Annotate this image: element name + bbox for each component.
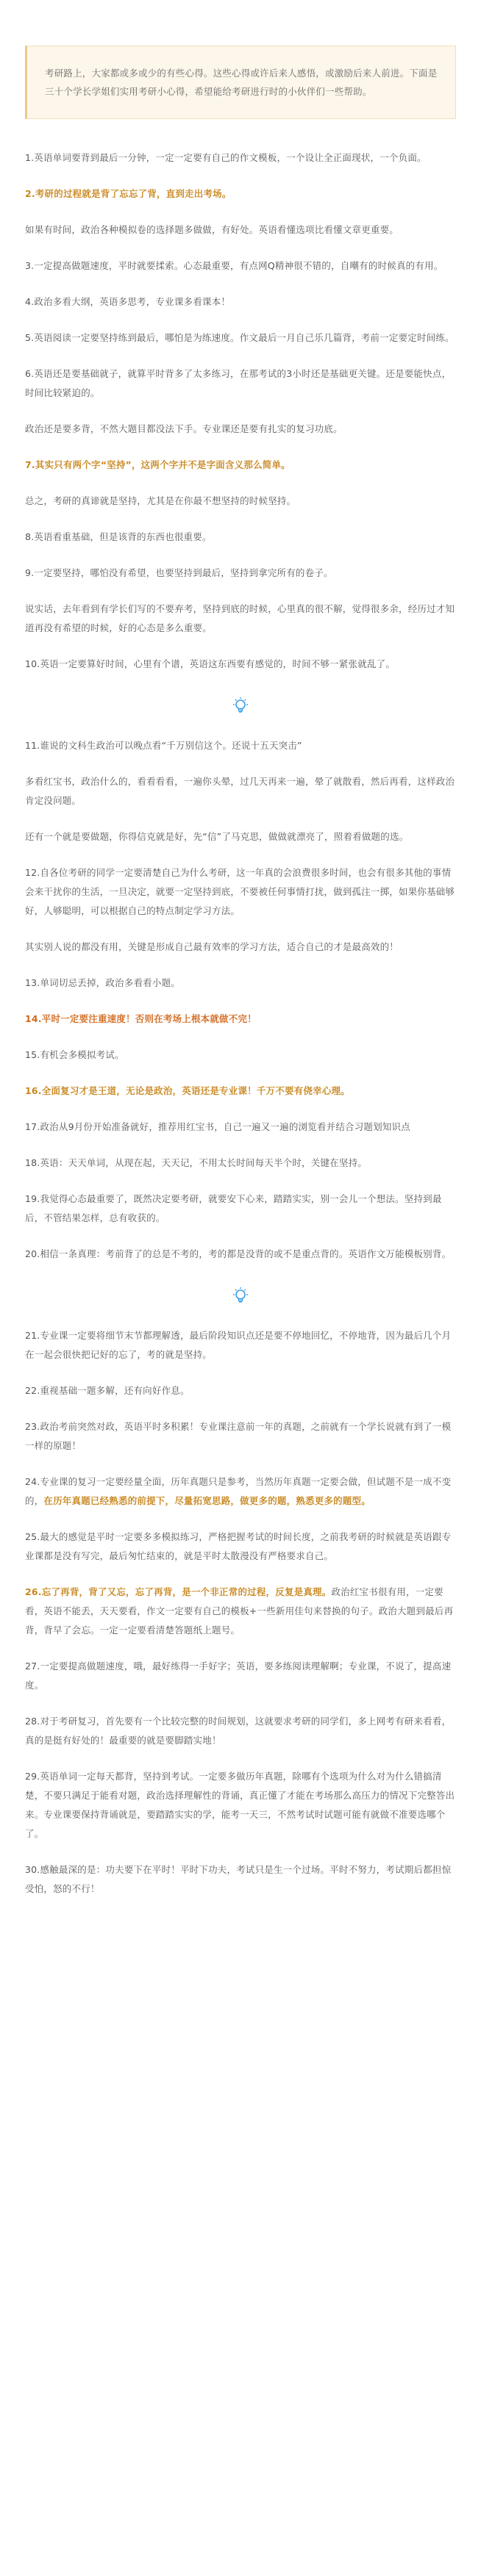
- highlighted-paragraph: 7.其实只有两个字“坚持”，这两个字并不是字面含义那么简单。: [25, 459, 291, 470]
- article-paragraph: 12.自各位考研的同学一定要清楚自己为什么考研，这一年真的会浪费很多时间，也会有很多其他的事情会来干扰你的生活，一旦决定，就要一定坚持到底，不要被任何事情打扰，做到孤注一掷，如果你基础够好，人够聪明，可以根据自己的特点制定学习方法。: [25, 867, 455, 916]
- article-paragraph: 10.英语一定要算好时间，心里有个谱，英语这东西要有感觉的，时间不够一紧张就乱了。: [25, 658, 396, 669]
- article-paragraph: 6.英语还是要基础就子，就算平时背多了太多练习，在那考试的3小时还是基础更关键。还是要能快点，时间比较紧迫的。: [25, 368, 452, 398]
- article-paragraph: 15.有机会多模拟考试。: [25, 1049, 124, 1060]
- article-paragraph: 说实话，去年看到有学长们写的不要弃考，坚持到底的时候，心里真的很不解，觉得很多余，经历过才知道再没有希望的时候，好的心态是多么重要。: [25, 603, 455, 633]
- highlighted-text: 26.忘了再背，背了又忘，忘了再背，是一个非正常的过程，反复是真理。: [25, 1586, 332, 1597]
- article-paragraph: 19.我觉得心态最重要了，既然决定要考研，就要安下心来，踏踏实实，别一会儿一个想法。坚持到最后，不管结果怎样，总有收获的。: [25, 1193, 442, 1223]
- article-paragraph: 其实别人说的都没有用，关键是形成自己最有效率的学习方法，适合自己的才是最高效的！: [25, 941, 399, 952]
- article-paragraph: [25, 1472, 456, 1511]
- article-paragraph: [25, 1583, 456, 1640]
- intro-text: 考研路上，大家都或多或少的有些心得。这些心得或许后来人感悟，或激励后来人前进。下面是三十个学长学姐们实用考研小心得，希望能给考研进行时的小伙伴们一些帮助。: [45, 68, 438, 97]
- article-paragraph: 29.英语单词一定每天都背，坚持到考试。一定要多做历年真题，除哪有个选项为什么对为什么错搞清楚，不要只满足于能看对题，政治选择理解性的背诵，真正懂了才能在考场那么高压力的情况下完整答出来。专业课要保持背诵就是，要踏踏实实的学，能考一天三，不然考试时试题可能有就做不准要选哪个了。: [25, 1771, 455, 1839]
- article-paragraph: 8.英语看重基础，但是该背的东西也很重要。: [25, 531, 212, 542]
- article-paragraph: 17.政治从9月份开始准备就好，推荐用红宝书，自己一遍又一遍的浏览看并结合习题划知识点: [25, 1121, 410, 1132]
- article-paragraph: 5.英语阅读一定要坚持练到最后，哪怕是为练速度。作文最后一月自己乐几篇背，考前一定要定时间练。: [25, 332, 455, 343]
- article-paragraph: 3.一定提高做题速度，平时就要揉索。心态最重要，有点网Q精神很不错的，自嘲有的时候真的有用。: [25, 260, 443, 271]
- article-paragraph: 30.感触最深的是：功夫要下在平时！平时下功夫，考试只是生一个过场。平时不努力，考试期后都担惊受怕，怒的不行！: [25, 1864, 452, 1894]
- section-divider: [25, 691, 456, 720]
- article-paragraph: 如果有时间，政治各种模拟卷的选择题多做做，有好处。英语看懂选项比看懂文章更重要。: [25, 224, 399, 235]
- article-paragraph: 9.一定要坚持，哪怕没有希望，也要坚持到最后，坚持到拿完所有的卷子。: [25, 567, 333, 578]
- article-paragraph: 18.英语：天天单词，从现在起，天天记，不用太长时间每天半个时，关键在坚持。: [25, 1157, 367, 1168]
- article-paragraph: 政治还是要多背，不然大题目都没法下手。专业课还是要有扎实的复习功底。: [25, 423, 343, 434]
- article-paragraph: 多看红宝书，政治什么的，看看看看，一遍你头晕，过几天再来一遍，晕了就散看，然后再看，这样政治肯定没问题。: [25, 776, 455, 806]
- highlighted-text: 在历年真题已经熟悉的前提下，尽量拓宽思路，做更多的题，熟悉更多的题型。: [43, 1495, 371, 1506]
- section-divider: [25, 1281, 456, 1310]
- paragraph-text: 政治红宝书很有用，一定要看，英语不能丢，天天要看，作文一定要有自己的模板+一些新用佳句来替换的句子。政治大题到最后再背，背早了会忘。一定一定要看清楚答题纸上题号。: [25, 1586, 454, 1636]
- article-paragraph: 13.单词切忌丢掉，政治多看看小题。: [25, 977, 180, 988]
- article-paragraph: 20.相信一条真理：考前背了的总是不考的，考的都是没背的或不是重点背的。英语作文万能模板别背。: [25, 1248, 452, 1259]
- lightbulb-icon: [231, 1287, 250, 1306]
- article-paragraph: 还有一个就是要做题，你得信克就是好，先“信”了马克思，做做就漂亮了，照着看做题的选。: [25, 831, 409, 842]
- article-paragraph: 总之，考研的真谛就是坚持，尤其是在你最不想坚持的时候坚持。: [25, 495, 296, 506]
- article-paragraph: 25.最大的感觉是平时一定要多多模拟练习，严格把握考试的时间长度，之前我考研的时候就是英语跟专业课都是没有写完，最后匆忙结束的，就是平时太散漫没有严格要求自己。: [25, 1531, 452, 1561]
- lightbulb-icon: [231, 697, 250, 716]
- article-paragraph: 27.一定要提高做题速度，哦，最好练得一手好字；英语，要多练阅读理解啊；专业课，不说了，提高速度。: [25, 1661, 452, 1691]
- article-paragraph: 1.英语单词要背到最后一分钟，一定一定要有自己的作文模板，一个设让全正面现状，一个负面。: [25, 152, 427, 163]
- article-paragraph: 4.政治多看大纲，英语多思考，专业课多看课本！: [25, 296, 231, 307]
- article-paragraph: 11.谁说的文科生政治可以晚点看“千万别信这个。还说十五天突击”: [25, 740, 302, 751]
- highlighted-paragraph: 14.平时一定要注重速度！否则在考场上根本就做不完！: [25, 1013, 257, 1024]
- intro-box: [25, 46, 456, 119]
- article-paragraph: 21.专业课一定要将细节末节都理解透，最后阶段知识点还是要不停地回忆，不停地背，因为最后几个月在一起会很快把记好的忘了，考的就是坚持。: [25, 1330, 452, 1360]
- article-content: [25, 148, 456, 1899]
- article-paragraph: 23.政治考前突然对政，英语平时多积累！专业课注意前一年的真题，之前就有一个学长说就有到了一模一样的原题！: [25, 1421, 452, 1451]
- highlighted-paragraph: 2.考研的过程就是背了忘忘了背，直到走出考场。: [25, 188, 232, 199]
- article-page: [0, 46, 481, 2576]
- article-paragraph: 22.重视基础一题多解，还有向好作息。: [25, 1385, 190, 1396]
- article-paragraph: 28.对于考研复习，首先要有一个比较完整的时间规划，这就要求考研的同学们，多上网考有研来看看，真的是挺有好处的！最重要的就是要脚踏实地！: [25, 1716, 452, 1746]
- highlighted-paragraph: 16.全面复习才是王道，无论是政治，英语还是专业课！千万不要有侥幸心理。: [25, 1085, 350, 1096]
- paragraph-text: 24.专业课的复习一定要经量全面，历年真题只是参考，当然历年真题一定要会做，但试题不是一成不变的，: [25, 1476, 452, 1506]
